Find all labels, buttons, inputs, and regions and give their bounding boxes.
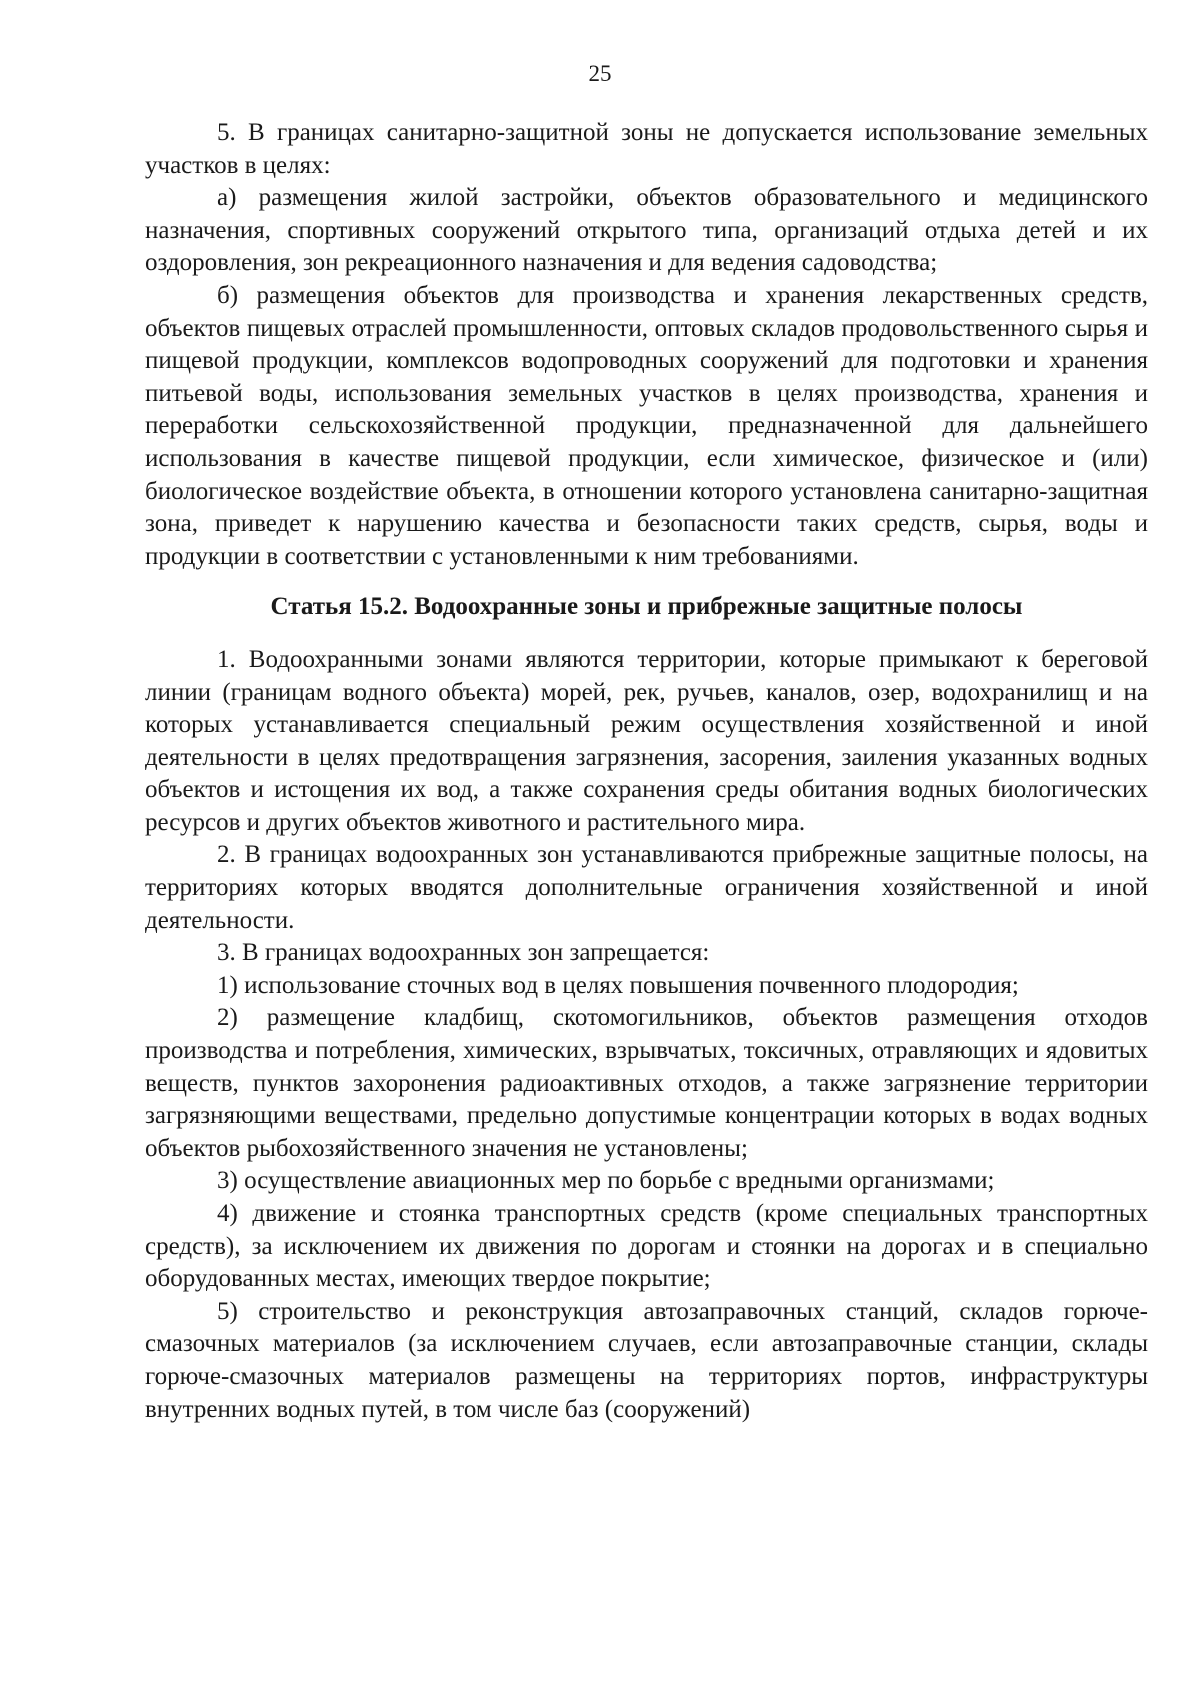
paragraph-subitem-3: 3) осуществление авиационных мер по борьбе с вредными организмами; xyxy=(217,1167,995,1195)
page-number: 25 xyxy=(588,61,612,86)
paragraph-subitem-a: а) размещения жилой застройки, объектов образовательного и медицинского назначения, спортивных сооружений открытого типа, организаций отдыха детей и их оздоровления, зон рекреационного назначения и для ведения садоводства; xyxy=(145,184,1148,277)
document-body xyxy=(145,117,1148,1426)
paragraph-item-3: 3. В границах водоохранных зон запрещается: xyxy=(217,939,710,967)
paragraph-subitem-4: 4) движение и стоянка транспортных средств (кроме специальных транспортных средств), за исключением их движения по дорогам и стоянки на дорогах и в специально оборудованных местах, имеющих твердое покрытие; xyxy=(145,1200,1148,1293)
paragraph-item-2: 2. В границах водоохранных зон устанавливаются прибрежные защитные полосы, на территориях которых вводятся дополнительные ограничения хозяйственной и иной деятельности. xyxy=(145,841,1148,934)
paragraph-subitem-5: 5) строительство и реконструкция автозаправочных станций, складов горюче-смазочных материалов (за исключением случаев, если автозаправочные станции, склады горюче-смазочных материалов размещены на территориях портов, инфраструктуры внутренних водных путей, в том числе баз (сооружений) xyxy=(145,1297,1148,1423)
paragraph-subitem-1: 1) использование сточных вод в целях повышения почвенного плодородия; xyxy=(217,971,1019,999)
paragraph-subitem-b: б) размещения объектов для производства и хранения лекарственных средств, объектов пищевых отраслей промышленности, оптовых складов продовольственного сырья и пищевой продукции, комплексов водопроводных сооружений для подготовки и хранения питьевой воды, использования земельных участков в целях производства, хранения и переработки сельскохозяйственной продукции, предназначенной для дальнейшего использования в качестве пищевой продукции, если химическое, физическое и (или) биологическое воздействие объекта, в отношении которого установлена санитарно-защитная зона, приведет к нарушению качества и безопасности таких средств, сырья, воды и продукции в соответствии с установленными к ним требованиями. xyxy=(145,281,1148,570)
paragraph-subitem-2: 2) размещение кладбищ, скотомогильников, объектов размещения отходов производства и потребления, химических, взрывчатых, токсичных, отравляющих и ядовитых веществ, пунктов захоронения радиоактивных отходов, а также загрязнение территории загрязняющими веществами, предельно допустимые концентрации которых в водах водных объектов рыбохозяйственного значения не установлены; xyxy=(145,1004,1148,1162)
paragraph-item-5: 5. В границах санитарно-защитной зоны не допускается использование земельных участков в целях: xyxy=(145,119,1148,179)
paragraph-item-1: 1. Водоохранными зонами являются территории, которые примыкают к береговой линии (границам водного объекта) морей, рек, ручьев, каналов, озер, водохранилищ и на которых устанавливается специальный режим осуществления хозяйственной и иной деятельности в целях предотвращения загрязнения, засорения, заиления указанных водных объектов и истощения их вод, а также сохранения среды обитания водных биологических ресурсов и других объектов животного и растительного мира. xyxy=(145,645,1148,836)
article-heading: Статья 15.2. Водоохранные зоны и прибрежные защитные полосы xyxy=(270,593,1023,621)
